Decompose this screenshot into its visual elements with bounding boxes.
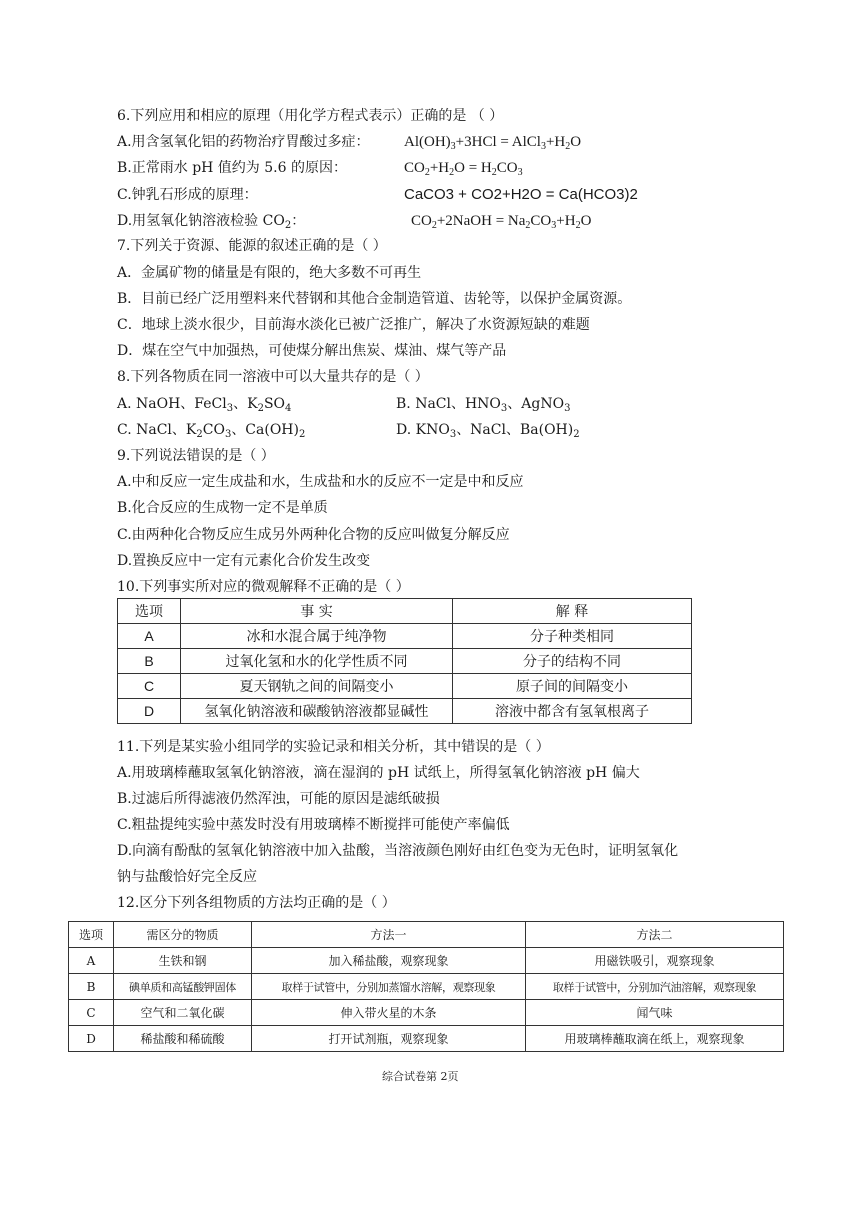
table-cell: A bbox=[69, 948, 114, 974]
table-cell: 用玻璃棒蘸取滴在纸上，观察现象 bbox=[526, 1026, 784, 1052]
table-row bbox=[69, 1026, 784, 1052]
q11-option-d: D.向滴有酚酞的氢氧化钠溶液中加入盐酸，当溶液颜色刚好由红色变为无色时，证明氢氧化 bbox=[117, 843, 679, 859]
table-cell: 生铁和钢 bbox=[114, 948, 252, 974]
table-cell: 原子间的间隔变小 bbox=[453, 674, 692, 699]
table-cell: 冰和水混合属于纯净物 bbox=[181, 624, 453, 649]
q6-formula-d: $CO_2+2NaOH = Na_2CO_3+H_2O$ bbox=[411, 213, 592, 231]
q6-formula-a: $Al(OH)_3+3HCl$ = $AlCl_3+H_2O$ bbox=[404, 134, 582, 152]
q12-table bbox=[68, 921, 784, 1052]
table-cell: 分子的结构不同 bbox=[453, 649, 692, 674]
table-cell: 氢氧化钠溶液和碳酸钠溶液都显碱性 bbox=[181, 699, 453, 724]
q9-option-a: A.中和反应一定生成盐和水，生成盐和水的反应不一定是中和反应 bbox=[117, 474, 524, 490]
q7-option-a: A．金属矿物的储量是有限的，绝大多数不可再生 bbox=[117, 265, 422, 281]
q6-formula-b: $CO_2+H_2O = H_2CO_3$ bbox=[404, 160, 523, 178]
table-header-cell: 方法一 bbox=[252, 922, 526, 948]
table-header-cell: 事 实 bbox=[181, 599, 453, 624]
q6-option-c: C.钟乳石形成的原理： bbox=[117, 187, 258, 203]
table-header-row bbox=[118, 599, 692, 624]
q6-option-b: B.正常雨水 pH 值约为 5.6 的原因： bbox=[117, 160, 347, 176]
q11-title: 11.下列是某实验小组同学的实验记录和相关分析，其中错误的是（ ） bbox=[117, 739, 550, 755]
q8-option-d: D. $KNO_3$、NaCl、$Ba(OH)_2$ bbox=[396, 422, 580, 440]
table-row bbox=[118, 674, 692, 699]
q12-title: 12.区分下列各组物质的方法均正确的是（ ） bbox=[117, 895, 396, 911]
q8-option-c: C. NaCl、$K_2CO_3$、$Ca(OH)_2$ bbox=[117, 422, 306, 440]
table-cell: 打开试剂瓶，观察现象 bbox=[252, 1026, 526, 1052]
table-row bbox=[118, 624, 692, 649]
table-cell: D bbox=[69, 1026, 114, 1052]
q7-option-b: B．目前已经广泛用塑料来代替钢和其他合金制造管道、齿轮等，以保护金属资源。 bbox=[117, 291, 632, 307]
q10-table bbox=[117, 598, 692, 724]
table-cell: B bbox=[118, 649, 181, 674]
q8-title: 8.下列各物质在同一溶液中可以大量共存的是（ ） bbox=[117, 369, 429, 385]
q11-option-c: C.粗盐提纯实验中蒸发时没有用玻璃棒不断搅拌可能使产率偏低 bbox=[117, 817, 510, 833]
table-header-cell: 方法二 bbox=[526, 922, 784, 948]
q9-option-c: C.由两种化合物反应生成另外两种化合物的反应叫做复分解反应 bbox=[117, 527, 510, 543]
page-footer: 综合试卷第 2页 bbox=[382, 1070, 459, 1083]
table-cell: 加入稀盐酸，观察现象 bbox=[252, 948, 526, 974]
table-cell: 闻气味 bbox=[526, 1000, 784, 1026]
table-cell: 溶液中都含有氢氧根离子 bbox=[453, 699, 692, 724]
table-cell: 伸入带火星的木条 bbox=[252, 1000, 526, 1026]
table-row bbox=[69, 948, 784, 974]
q6-option-d: D.用氢氧化钠溶液检验 $CO_2$： bbox=[117, 213, 306, 231]
q9-title: 9.下列说法错误的是（ ） bbox=[117, 448, 275, 464]
table-cell: 取样于试管中，分别加汽油溶解，观察现象 bbox=[526, 974, 784, 1000]
table-header-row bbox=[69, 922, 784, 948]
q6-formula-c: CaCO3 + CO2+H2O = Ca(HCO3)2 bbox=[404, 186, 638, 203]
table-cell: C bbox=[118, 674, 181, 699]
table-cell: 夏天钢轨之间的间隔变小 bbox=[181, 674, 453, 699]
table-header-cell: 解 释 bbox=[453, 599, 692, 624]
q6-option-a: A.用含氢氧化铝的药物治疗胃酸过多症： bbox=[117, 134, 370, 150]
table-cell: 稀盐酸和稀硫酸 bbox=[114, 1026, 252, 1052]
q8-option-b: B. NaCl、$HNO_3$、AgNO$_3$ bbox=[396, 396, 571, 414]
table-cell: C bbox=[69, 1000, 114, 1026]
table-row bbox=[69, 1000, 784, 1026]
table-cell: D bbox=[118, 699, 181, 724]
table-cell: 用磁铁吸引，观察现象 bbox=[526, 948, 784, 974]
q9-option-d: D.置换反应中一定有元素化合价发生改变 bbox=[117, 553, 371, 569]
table-header-cell: 选项 bbox=[69, 922, 114, 948]
table-header-cell: 选项 bbox=[118, 599, 181, 624]
table-cell: A bbox=[118, 624, 181, 649]
q8-option-a: A. NaOH、FeCl$_3$、$K_2SO_4$ bbox=[117, 396, 292, 414]
q7-title: 7.下列关于资源、能源的叙述正确的是（ ） bbox=[117, 238, 387, 254]
table-row bbox=[118, 649, 692, 674]
table-cell: 取样于试管中，分别加蒸馏水溶解，观察现象 bbox=[252, 974, 526, 1000]
table-row bbox=[69, 974, 784, 1000]
q10-title: 10.下列事实所对应的微观解释不正确的是（ ） bbox=[117, 579, 410, 595]
q11-option-b: B.过滤后所得滤液仍然浑浊，可能的原因是滤纸破损 bbox=[117, 791, 440, 807]
q7-option-d: D．煤在空气中加强热，可使煤分解出焦炭、煤油、煤气等产品 bbox=[117, 343, 507, 359]
table-row bbox=[118, 699, 692, 724]
table-header-cell: 需区分的物质 bbox=[114, 922, 252, 948]
table-cell: 过氧化氢和水的化学性质不同 bbox=[181, 649, 453, 674]
q6-title: 6.下列应用和相应的原理（用化学方程式表示）正确的是 （ ） bbox=[117, 108, 504, 124]
table-cell: 空气和二氧化碳 bbox=[114, 1000, 252, 1026]
q11-option-d-continued: 钠与盐酸恰好完全反应 bbox=[117, 869, 257, 885]
table-cell: 碘单质和高锰酸钾固体 bbox=[114, 974, 252, 1000]
q9-option-b: B.化合反应的生成物一定不是单质 bbox=[117, 500, 328, 516]
q7-option-c: C．地球上淡水很少，目前海水淡化已被广泛推广，解决了水资源短缺的难题 bbox=[117, 317, 590, 333]
q11-option-a: A.用玻璃棒蘸取氢氧化钠溶液，滴在湿润的 pH 试纸上，所得氢氧化钠溶液 pH 偏大 bbox=[117, 765, 640, 781]
table-cell: B bbox=[69, 974, 114, 1000]
table-cell: 分子种类相同 bbox=[453, 624, 692, 649]
